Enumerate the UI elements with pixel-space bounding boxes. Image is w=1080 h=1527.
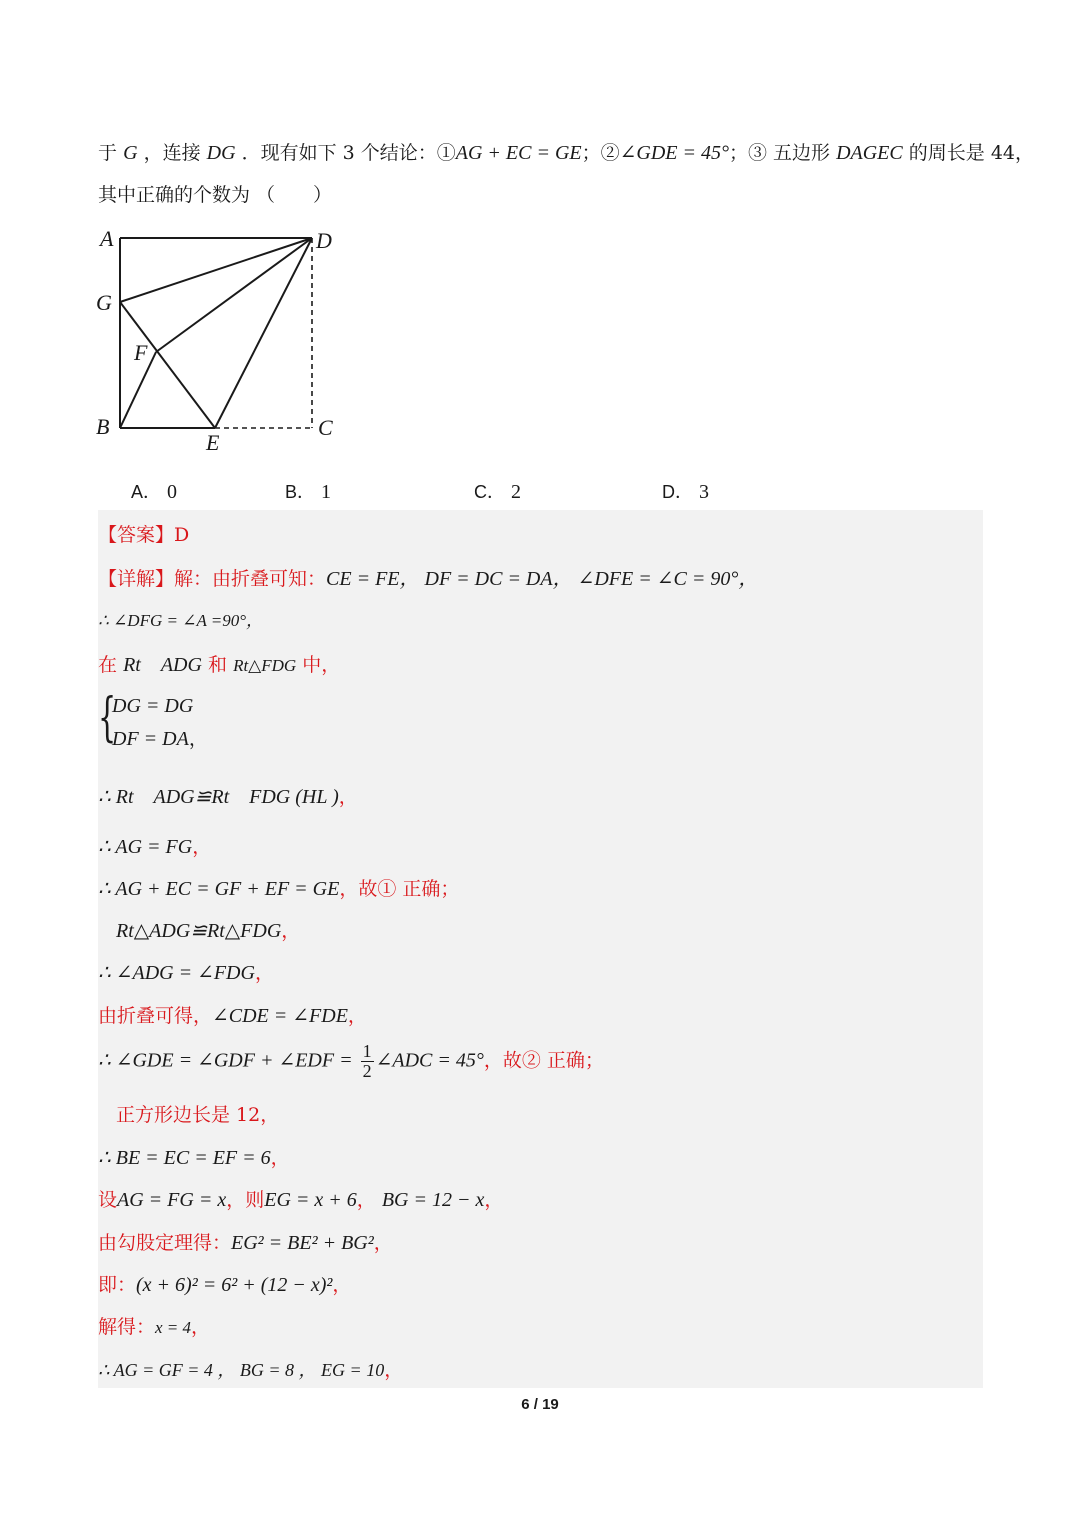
math: CE = FE， DF = DC = DA， ∠DFE = ∠C = 90°， (326, 568, 759, 590)
label-b: B (96, 414, 110, 439)
label-d: D (316, 228, 332, 253)
label-c: C (318, 415, 333, 440)
option-a (131, 478, 177, 504)
math: Rt△ADG≌Rt△FDG (116, 920, 282, 942)
detail-line-1 (98, 562, 758, 591)
detail-line-8 (116, 916, 300, 943)
text: 即： (98, 1274, 137, 1296)
text: 设 (98, 1189, 118, 1211)
math: ∴ ∠GDE = ∠GDF + ∠EDF = (98, 1049, 353, 1072)
text: ， (384, 1359, 404, 1381)
math: G (123, 142, 138, 164)
text: ， (332, 1274, 352, 1296)
question-line-1 (98, 138, 1034, 165)
text: ， (347, 1005, 367, 1027)
option-b (285, 478, 331, 504)
geometry-figure (92, 222, 352, 462)
fraction-half (361, 1042, 374, 1081)
text: 由折叠可得， (98, 1005, 213, 1027)
detail-line-6 (98, 832, 211, 859)
text: 在 (98, 654, 118, 676)
detail-line-9 (98, 958, 274, 985)
text: ，连接 (143, 142, 201, 164)
option-letter: A． (131, 482, 162, 502)
page-number: 6 / 19 (521, 1396, 559, 1413)
label-f: F (134, 340, 148, 365)
detail-line-5 (98, 780, 358, 809)
text: ， (191, 1316, 211, 1338)
label-e: E (206, 430, 220, 455)
solution-panel (98, 510, 983, 1388)
detail-label: 【详解】解：由折叠可知： (98, 568, 327, 590)
math: ∴ AG + EC = GF + EF = GE (98, 878, 340, 900)
detail-line-11 (98, 1042, 604, 1081)
math: Rt△FDG (233, 656, 297, 675)
detail-line-7 (98, 874, 459, 901)
numerator: 1 (362, 1041, 372, 1061)
denominator: 2 (362, 1061, 372, 1081)
text: 和 (208, 654, 228, 676)
text: 的周长是 44， (908, 142, 1035, 164)
label-a: A (100, 226, 114, 251)
math: BG = 12 − x (381, 1189, 485, 1211)
option-value: 0 (167, 481, 178, 503)
text: ，故① 正确； (339, 878, 460, 900)
option-value: 2 (511, 481, 521, 503)
math: (x + 6)² = 6² + (12 − x)² (136, 1274, 333, 1296)
math: EG = x + 6 (264, 1189, 357, 1211)
text: ；② (581, 142, 620, 164)
system-brace: { (98, 688, 117, 748)
text: ．现有如下 3 个结论：① (241, 142, 456, 164)
text: ，则 (226, 1189, 265, 1211)
detail-line-14 (98, 1185, 503, 1212)
math: ∴ ∠ADG = ∠FDG (98, 962, 255, 984)
math: AG = FG = x (117, 1189, 227, 1211)
option-value: 1 (321, 481, 332, 503)
label-g: G (96, 290, 112, 315)
math: DAGEC (836, 142, 903, 164)
text: 由勾股定理得： (98, 1232, 232, 1254)
math: ∠GDE = 45° (619, 142, 729, 164)
text: ， (338, 786, 358, 808)
segment-df (156, 238, 312, 352)
math: ∠CDE = ∠FDE (212, 1005, 348, 1027)
text: ， (373, 1232, 393, 1254)
math: EG² = BE² + BG² (231, 1232, 374, 1254)
detail-line-18 (98, 1355, 403, 1382)
text: 中， (302, 654, 341, 676)
option-letter: B． (285, 482, 316, 502)
text: ， (188, 728, 208, 750)
text: ， (192, 836, 212, 858)
detail-line-2 (98, 606, 263, 631)
math: ∠ADC = 45° (375, 1049, 484, 1072)
math: ∴ AG = GF = 4 ， BG = 8 ， EG = 10 (98, 1360, 385, 1380)
math: x = 4 (155, 1318, 192, 1337)
option-letter: D． (662, 482, 693, 502)
text: ， (356, 1189, 376, 1211)
text: 解得： (98, 1316, 156, 1338)
detail-line-10 (98, 1001, 367, 1028)
detail-line-3 (98, 648, 340, 677)
option-value: 3 (699, 481, 709, 503)
system-eq-2 (112, 724, 208, 751)
question-line-2: 其中正确的个数为 （ ） (98, 184, 333, 206)
option-c (474, 478, 521, 504)
math: DF = DA (112, 728, 189, 750)
math: ∴ Rt ADG≌Rt FDG (HL ) (98, 786, 339, 808)
text: ， (254, 962, 274, 984)
detail-line-13 (98, 1143, 290, 1170)
text: ， (281, 920, 301, 942)
answer-label: 【答案】D (98, 524, 190, 546)
detail-line-15 (98, 1228, 393, 1255)
math: DG (206, 142, 236, 164)
detail-line-16 (98, 1270, 351, 1297)
system-eq-1 (112, 695, 193, 718)
text: ， (270, 1147, 290, 1169)
detail-line-12: 正方形边长是 12， (116, 1104, 280, 1126)
option-d (662, 478, 709, 504)
segment-ge (120, 302, 215, 428)
math: ∴ BE = EC = EF = 6 (98, 1147, 271, 1169)
math: Rt ADG (123, 654, 202, 676)
detail-line-17 (98, 1312, 210, 1339)
math: ∴ AG = FG (98, 836, 193, 858)
text: 于 (98, 142, 118, 164)
math: AG + EC = GE (455, 142, 582, 164)
math: ∴ ∠DFG = ∠A =90°， (98, 611, 264, 630)
math: DG = DG (112, 695, 194, 717)
text: ， (484, 1189, 504, 1211)
text: ，故② 正确； (483, 1049, 604, 1072)
option-letter: C． (474, 482, 505, 502)
text: ；③ 五边形 (728, 142, 831, 164)
